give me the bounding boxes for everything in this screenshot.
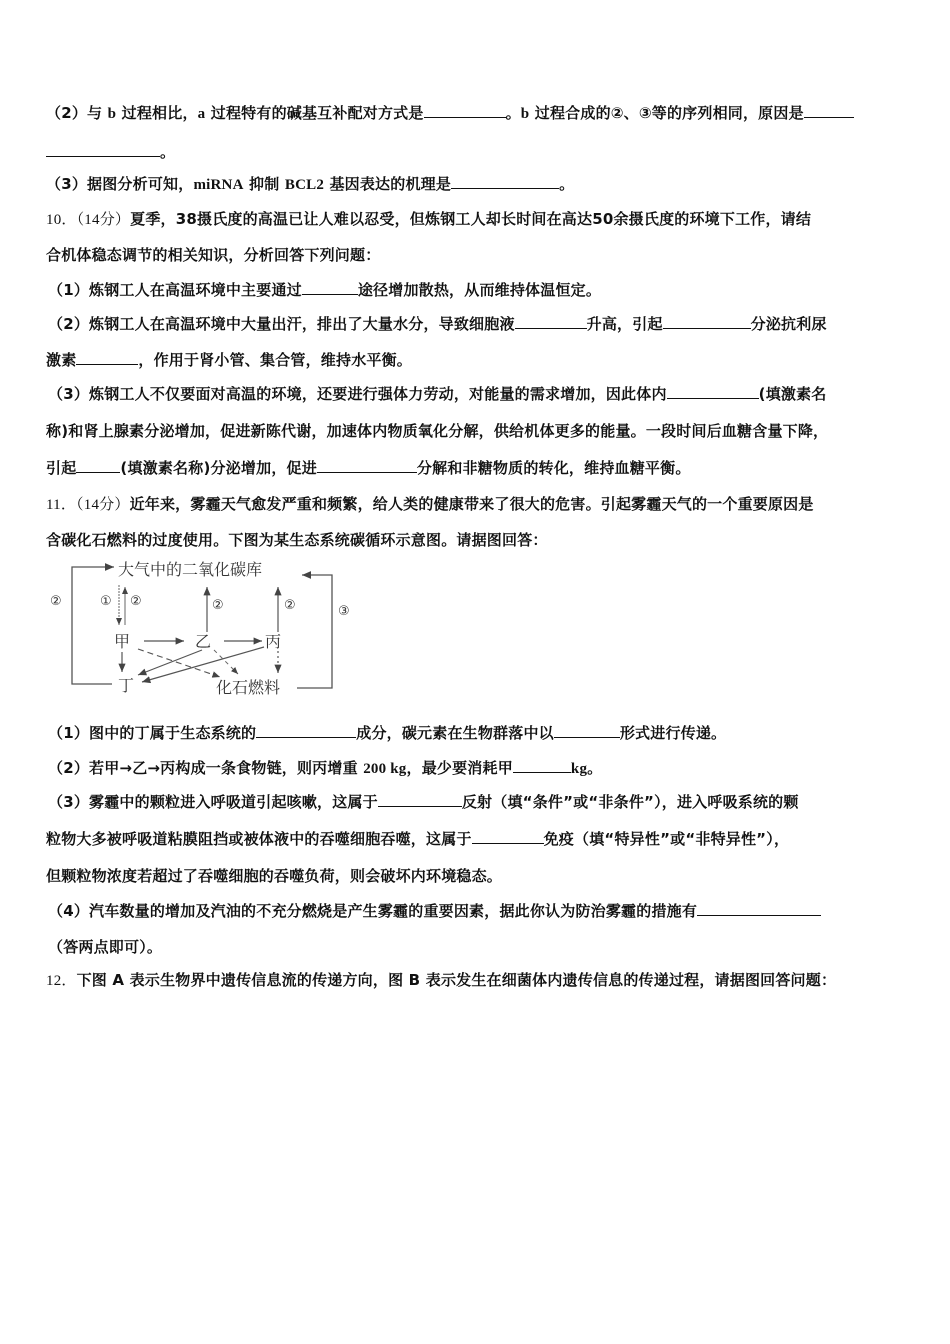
text: 。 [160, 143, 176, 161]
answer-blank[interactable] [317, 458, 417, 473]
text: （4）汽车数量的增加及汽油的不充分燃烧是产生雾霾的重要因素，据此你认为防治雾霾的措施有 [48, 902, 698, 920]
q11-sub3-line3 [46, 866, 908, 886]
q11-sub1 [48, 723, 910, 743]
text: 粒物大多被呼吸道粘膜阻挡或被体液中的吞噬细胞吞噬，这属于 [46, 830, 472, 848]
text: （3）炼钢工人不仅要面对高温的环境，还要进行强体力劳动，对能量的需求增加，因此体内 [48, 385, 667, 403]
text: (填激素名 [758, 385, 827, 403]
q10-sub2-line2 [46, 350, 908, 370]
text: （3）据图分析可知， [46, 175, 194, 193]
text: 合机体稳态调节的相关知识，分析回答下列问题： [46, 246, 381, 264]
text: 过程合成的②、③等的序列相同，原因是 [529, 104, 804, 122]
answer-blank[interactable] [76, 350, 138, 365]
text: 近年来，雾霾天气愈发严重和频繁，给人类的健康带来了很大的危害。引起雾霾天气的一个重要原因是 [129, 495, 814, 513]
co2-pool-label: 大气中的二氧化碳库 [118, 560, 263, 579]
text: kg。 [570, 761, 603, 777]
q10-sub2-line1 [48, 314, 910, 334]
node-yi: 乙 [195, 632, 212, 651]
text: 升高，引起 [586, 315, 663, 333]
text: b [107, 106, 117, 122]
text: 过程相比， [116, 104, 198, 122]
answer-blank[interactable] [515, 314, 587, 329]
answer-blank[interactable] [378, 792, 462, 807]
text: a [197, 106, 206, 122]
answer-blank[interactable] [804, 103, 854, 118]
q9-sub2-line2 [46, 142, 908, 162]
text: 含碳化石燃料的过度使用。下图为某生态系统碳循环示意图。请据图回答： [46, 531, 548, 549]
q10-sub1 [48, 280, 910, 300]
carbon-cycle-diagram [42, 557, 372, 705]
mark-2-bing: ② [284, 598, 296, 613]
q11-stem-line1 [46, 494, 908, 515]
text: 成分，碳元素在生物群落中以 [356, 724, 554, 742]
text: （2）与 [46, 104, 108, 122]
node-jia: 甲 [114, 632, 131, 651]
mark-2-left: ② [50, 594, 62, 609]
answer-blank[interactable] [424, 103, 506, 118]
answer-blank[interactable] [76, 458, 120, 473]
text: 200 kg [363, 761, 407, 777]
text: ，作用于肾小管、集合管，维持水平衡。 [138, 351, 413, 369]
question-points: （14分） [76, 212, 131, 228]
answer-blank[interactable] [256, 723, 356, 738]
text: 夏季，38摄氏度的高温已让人难以忍受，但炼钢工人却长时间在高达50余摄氏度的环境下工作，请结 [130, 210, 812, 228]
q10-stem-line2 [46, 245, 908, 265]
question-points: （14分） [76, 497, 130, 513]
text: 途径增加散热，从而维持体温恒定。 [357, 281, 602, 299]
q10-sub3-line1 [48, 384, 910, 404]
question-number: 12． [46, 973, 77, 989]
mark-1: ① [100, 594, 112, 609]
text: 。 [559, 175, 575, 193]
q11-sub3-line2 [46, 829, 908, 849]
answer-blank[interactable] [451, 174, 559, 189]
text: 。 [505, 104, 521, 122]
answer-blank[interactable] [667, 384, 759, 399]
text: 激素 [46, 351, 77, 369]
text: b [520, 106, 530, 122]
text: 基因表达的机理是 [324, 175, 452, 193]
q11-sub4-line2 [48, 937, 910, 957]
text: 反射（填“条件”或“非条件”），进入呼吸系统的颗 [461, 793, 799, 811]
mark-2-jia: ② [130, 594, 142, 609]
mark-3: ③ [338, 604, 350, 619]
answer-blank[interactable] [513, 758, 571, 773]
q9-sub2-line1 [46, 103, 908, 124]
text: （2）若甲→乙→丙构成一条食物链，则丙增重 [48, 759, 364, 777]
node-bing: 丙 [265, 632, 282, 651]
text: miRNA [193, 177, 244, 193]
text: ，最少要消耗甲 [406, 759, 513, 777]
mark-2-yi: ② [212, 598, 224, 613]
text: 引起 [46, 459, 77, 477]
text: BCL2 [284, 177, 325, 193]
text: （2）炼钢工人在高温环境中大量出汗，排出了大量水分，导致细胞液 [48, 315, 515, 333]
q11-sub3-line1 [48, 792, 910, 812]
q12-stem [46, 970, 908, 991]
q11-sub2 [48, 758, 910, 779]
text: （1）炼钢工人在高温环境中主要通过 [48, 281, 302, 299]
text: （答两点即可）。 [48, 938, 163, 956]
question-number: 11． [46, 497, 77, 513]
node-fossil-fuel: 化石燃料 [216, 678, 281, 697]
text: 抑制 [243, 175, 285, 193]
text: （1）图中的丁属于生态系统的 [48, 724, 257, 742]
text: 形式进行传递。 [619, 724, 727, 742]
text: (填激素名称)分泌增加，促进 [120, 459, 317, 477]
q10-sub3-line3 [46, 458, 908, 478]
answer-blank[interactable] [554, 723, 620, 738]
text: 免疫（填“特异性”或“非特异性”）， [543, 830, 790, 848]
answer-blank[interactable] [697, 901, 821, 916]
q9-sub3 [46, 174, 908, 195]
answer-blank[interactable] [302, 280, 358, 295]
text: 分解和非糖物质的转化，维持血糖平衡。 [416, 459, 691, 477]
question-number: 10． [46, 212, 77, 228]
text: 称)和肾上腺素分泌增加，促进新陈代谢，加速体内物质氧化分解，供给机体更多的能量。一段时间后血糖含量下降， [46, 422, 829, 440]
answer-blank[interactable] [472, 829, 544, 844]
text: 但颗粒物浓度若超过了吞噬细胞的吞噬负荷，则会破坏内环境稳态。 [46, 867, 503, 885]
q11-stem-line2 [46, 530, 908, 550]
answer-blank[interactable] [46, 142, 160, 157]
q10-sub3-line2 [46, 421, 908, 441]
text: 下图 A 表示生物界中遗传信息流的传递方向，图 B 表示发生在细菌体内遗传信息的传递过程，请据图回答问题： [76, 971, 837, 989]
answer-blank[interactable] [663, 314, 751, 329]
q10-stem-line1 [46, 209, 908, 230]
q11-sub4-line1 [48, 901, 910, 921]
node-ding: 丁 [118, 676, 135, 695]
text: 分泌抗利尿 [750, 315, 827, 333]
text: （3）雾霾中的颗粒进入呼吸道引起咳嗽，这属于 [48, 793, 378, 811]
text: 过程特有的碱基互补配对方式是 [205, 104, 424, 122]
